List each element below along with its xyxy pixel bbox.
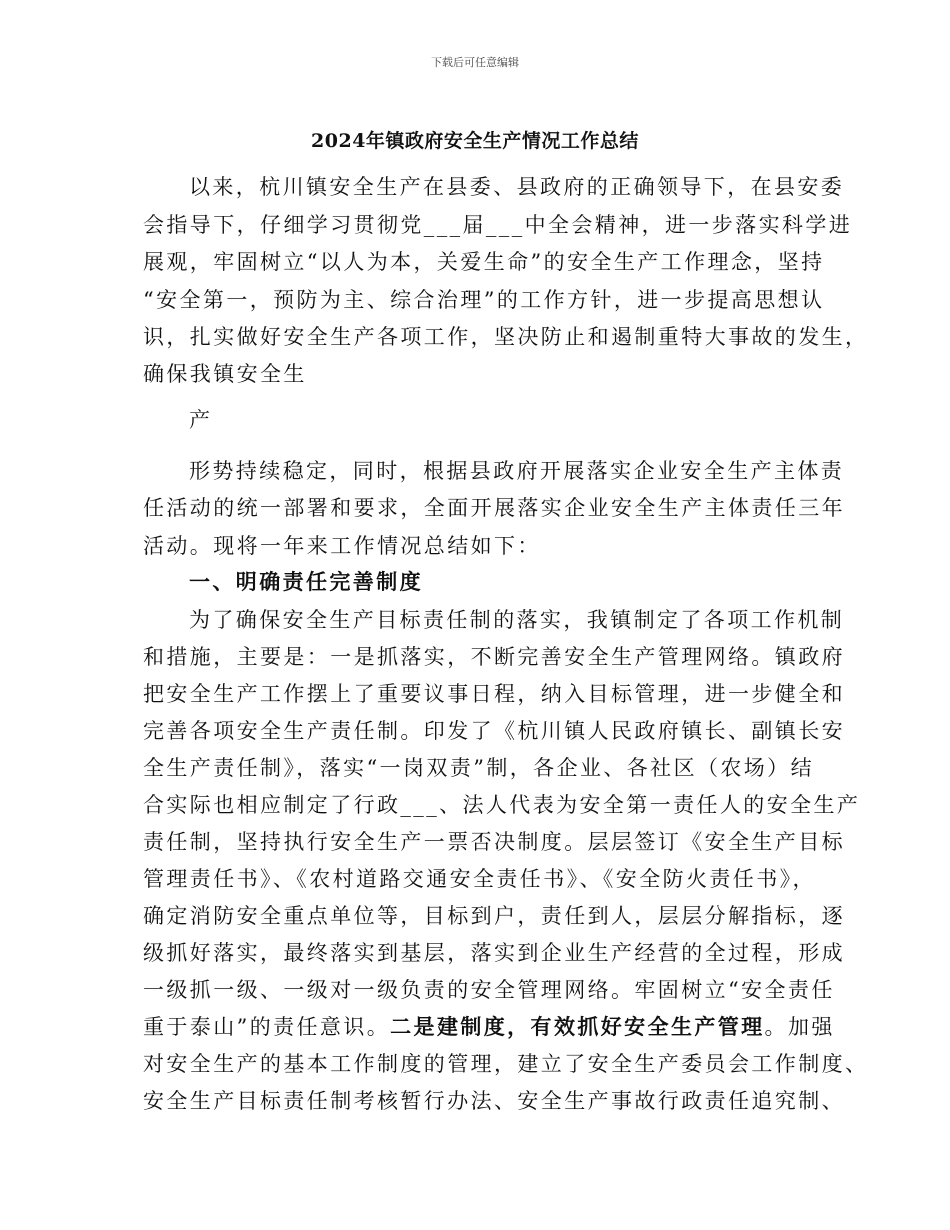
paragraph-line: 形势持续稳定，同时，根据县政府开展落实企业安全生产主体责 (189, 459, 845, 483)
text-run: 重于泰山”的责任意识。 (143, 1015, 391, 1039)
paragraph-line: 会指导下，仔细学习贯彻党___届___中全会精神，进一步落实科学进 (143, 213, 853, 237)
paragraph-line: 全生产责任制》，落实“一岗双责”制，各企业、各社区（农场）结 (143, 756, 814, 780)
paragraph-line: 识，扎实做好安全生产各项工作，坚决防止和遏制重特大事故的发生， (143, 325, 869, 349)
paragraph-line: 一级抓一级、一级对一级负责的安全管理网络。牢固树立“安全责任 (143, 978, 835, 1002)
paragraph-line: 确保我镇安全生 (143, 362, 307, 386)
paragraph-line: 和措施，主要是：一是抓落实，不断完善安全生产管理网络。镇政府 (143, 645, 845, 669)
text-run: 。加强 (764, 1015, 835, 1039)
paragraph-line (143, 1012, 835, 1042)
paragraph-line: 确定消防安全重点单位等，目标到户，责任到人，层层分解指标，逐 (143, 904, 845, 928)
paragraph-line: 任活动的统一部署和要求，全面开展落实企业安全生产主体责任三年 (143, 496, 845, 520)
paragraph-line: 展观，牢固树立“以人为本，关爱生命”的安全生产工作理念，坚持 (143, 250, 825, 274)
paragraph-line: 完善各项安全生产责任制。印发了《杭川镇人民政府镇长、副镇长安 (143, 719, 845, 743)
section-heading: 一、明确责任完善制度 (189, 569, 423, 594)
paragraph-line: 管理责任书》、《农村道路交通安全责任书》、《安全防火责任书》， (143, 867, 816, 891)
paragraph-line: 对安全生产的基本工作制度的管理，建立了安全生产委员会工作制度、 (143, 1052, 869, 1076)
document-title: 2024年镇政府安全生产情况工作总结 (311, 130, 639, 152)
paragraph-line: 级抓好落实，最终落实到基层，落实到企业生产经营的全过程，形成 (143, 941, 845, 965)
paragraph-line: 产 (189, 408, 213, 432)
header-note: 下载后可任意编辑 (431, 56, 519, 69)
paragraph-line: 为了确保安全生产目标责任制的落实，我镇制定了各项工作机制 (189, 608, 845, 632)
paragraph-line: “安全第一，预防为主、综合治理”的工作方针，进一步提高思想认 (143, 288, 825, 312)
paragraph-line: 责任制，坚持执行安全生产一票否决制度。层层签订《安全生产目标 (143, 830, 845, 854)
paragraph-line: 合实际也相应制定了行政___、法人代表为安全第一责任人的安全生产 (143, 793, 861, 817)
paragraph-line: 把安全生产工作摆上了重要议事日程，纳入目标管理，进一步健全和 (143, 682, 845, 706)
paragraph-line: 安全生产目标责任制考核暂行办法、安全生产事故行政责任追究制、 (143, 1089, 845, 1113)
paragraph-line: 以来，杭川镇安全生产在县委、县政府的正确领导下，在县安委 (189, 175, 845, 199)
paragraph-line: 活动。现将一年来工作情况总结如下： (143, 534, 541, 558)
bold-text-run: 二是建制度，有效抓好安全生产管理 (390, 1014, 765, 1039)
